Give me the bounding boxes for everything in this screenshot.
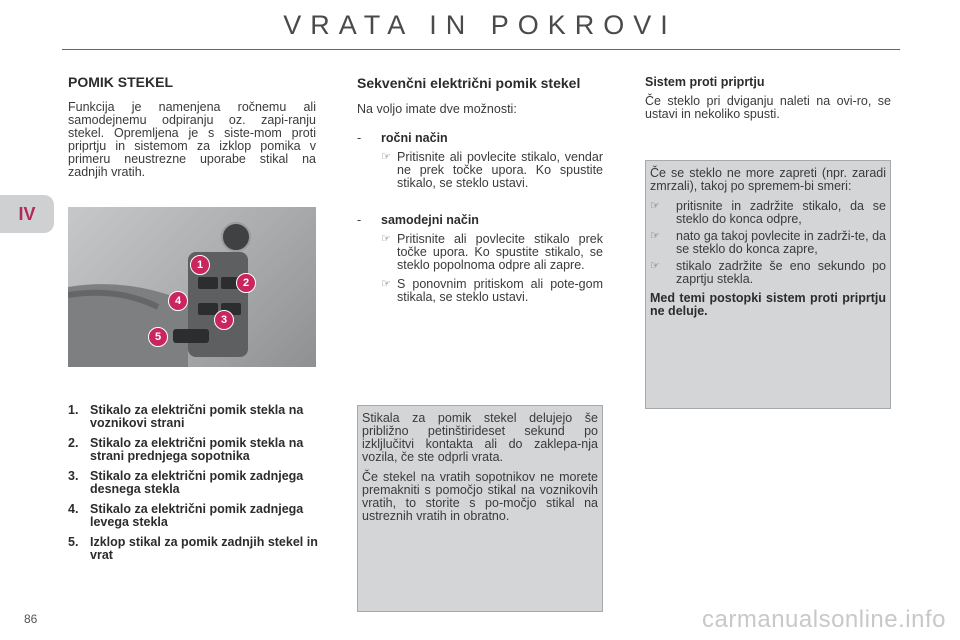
section-intro: Funkcija je namenjena ročnemu ali samodejnemu odpiranju oz. zapi-ranju stekel. Opremljena je s siste-mom proti priprtju in sistemom za izklop pomika v primeru neustrezne uporabe stikal na zadnjih vratih. (68, 100, 316, 179)
callout-2: 2 (236, 273, 256, 293)
switch-5-shape (173, 329, 209, 343)
switch-legend-list (68, 404, 318, 569)
middle-column (357, 76, 603, 304)
list-item: 1. Stikalo za električni pomik stekla na voznikovi strani (68, 403, 304, 430)
section-heading: Sistem proti priprtju (645, 75, 765, 89)
page-title: VRATA IN POKROVI (283, 10, 677, 40)
mode-label: ročni način (381, 131, 448, 145)
switch-1-shape (198, 277, 218, 289)
section-heading: POMIK STEKEL (68, 74, 174, 90)
callout-5: 5 (148, 327, 168, 347)
mirror-control-knob (222, 223, 250, 251)
list-item: ☞ Pritisnite ali povlecite stikalo, vendar ne prek točke upora. Ko spustite stikalo, se steklo ustavi. (381, 150, 603, 190)
manual-mode: - ročni način (357, 131, 448, 145)
list-item: ☞ pritisnite in zadržite stikalo, da se steklo do konca odpre, (650, 199, 886, 226)
anti-pinch-info-box (645, 160, 891, 409)
note-paragraph: Če stekel na vratih sopotnikov ne morete premakniti s pomočjo stikal na voznikovih vratih, to storite s po-močjo stikal na ustreznih vratih in obratno. (362, 470, 598, 523)
pointing-hand-icon: ☞ (650, 260, 660, 272)
list-item: 2. Stikalo za električni pomik stekla na strani prednjega sopotnika (68, 436, 304, 463)
door-panel-illustration (68, 207, 316, 367)
section-heading: Sekvenčni električni pomik stekel (357, 75, 581, 91)
section-intro: Če steklo pri dviganju naleti na ovi-ro, se ustavi in nekoliko spusti. (645, 94, 891, 121)
warning-text: Med temi postopki sistem proti priprtju ne deluje. (650, 291, 886, 318)
pointing-hand-icon: ☞ (650, 200, 660, 212)
chapter-tab[interactable]: IV (0, 195, 54, 233)
list-item: ☞ Pritisnite ali povlecite stikalo prek točke upora. Ko spustite stikalo, se steklo popolnoma odpre ali zapre. (381, 232, 603, 272)
callout-1: 1 (190, 255, 210, 275)
box-intro: Če se steklo ne more zapreti (npr. zaradi zmrzali), takoj po spremem-bi smeri: (650, 166, 886, 193)
list-item: ☞ stikalo zadržite še eno sekundo po zaprtju stekla. (650, 259, 886, 286)
automatic-mode: - samodejni način (357, 213, 479, 227)
page-number: 86 (24, 612, 38, 626)
note-box (357, 405, 603, 612)
watermark[interactable]: carmanualsonline.info (702, 606, 946, 633)
list-item: ☞ S ponovnim pritiskom ali pote-gom stikala, se steklo ustavi. (381, 277, 603, 304)
window-switch-panel-photo (68, 207, 316, 367)
pointing-hand-icon: ☞ (381, 233, 391, 245)
list-item: 5. Izklop stikal za pomik zadnjih stekel in vrat (68, 535, 318, 562)
note-paragraph: Stikala za pomik stekel delujejo še približno petinštirideset sekund po izkljlučitvi kontakta ali do zaklepa-nja vozila, če ste odprli vrata. (362, 411, 598, 464)
callout-3: 3 (214, 310, 234, 330)
pointing-hand-icon: ☞ (381, 278, 391, 290)
callout-4: 4 (168, 291, 188, 311)
pointing-hand-icon: ☞ (650, 230, 660, 242)
pointing-hand-icon: ☞ (381, 151, 391, 163)
list-item: 4. Stikalo za električni pomik zadnjega levega stekla (68, 502, 304, 529)
title-divider (62, 49, 900, 50)
list-item: ☞ nato ga takoj povlecite in zadrži-te, da se steklo do konca zapre, (650, 229, 886, 256)
left-column (68, 76, 316, 187)
section-intro: Na voljo imate dve možnosti: (357, 102, 517, 116)
mode-label: samodejni način (381, 213, 479, 227)
list-item: 3. Stikalo za električni pomik zadnjega desnega stekla (68, 469, 304, 496)
right-column (645, 76, 891, 129)
